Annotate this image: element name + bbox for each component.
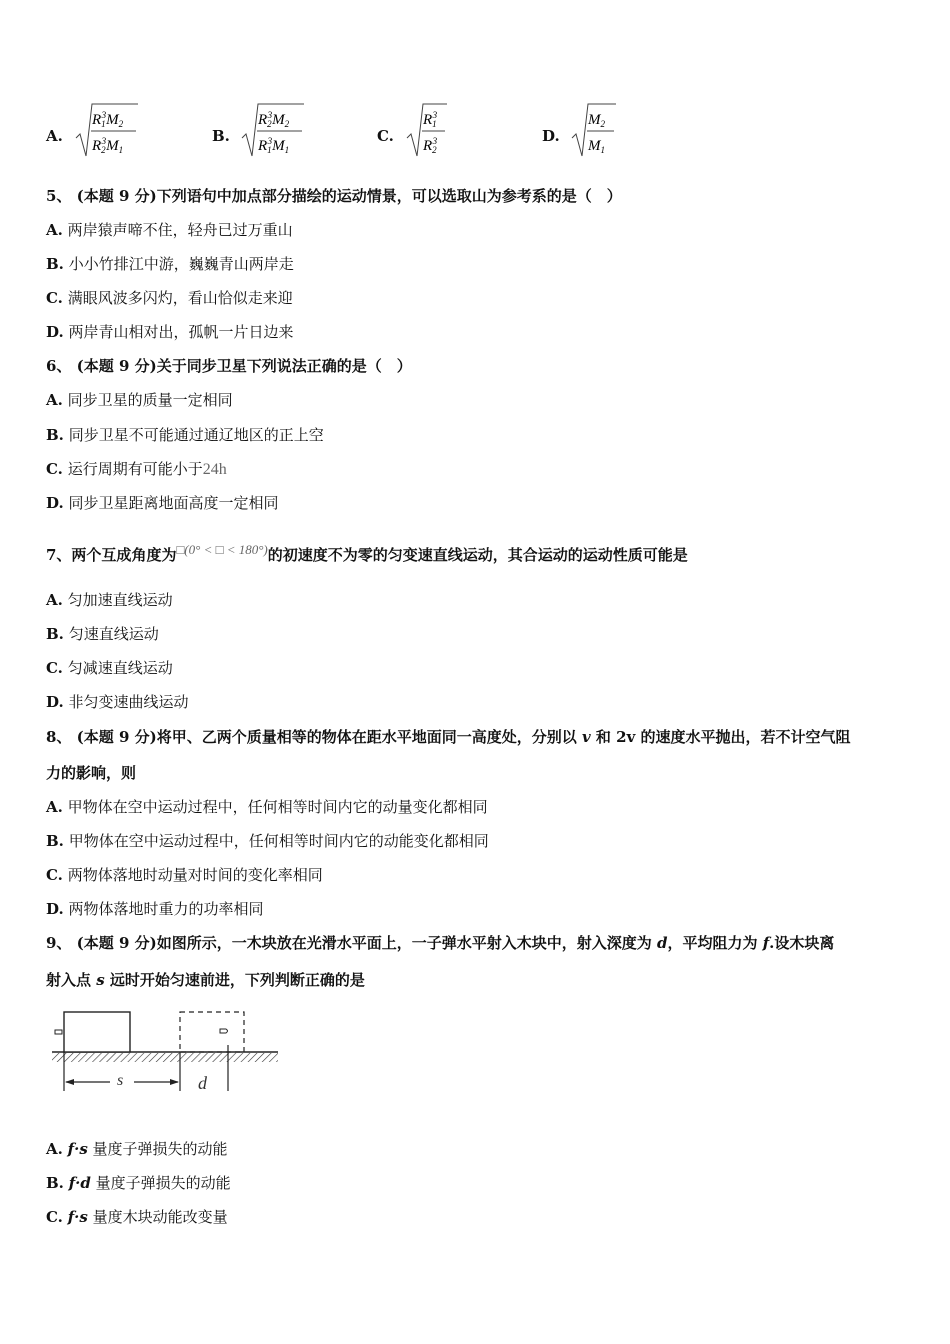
q8-stem-line2: 力的影响，则	[46, 764, 137, 782]
bullet-start	[55, 1030, 62, 1034]
angle-expression: □(0° < □ < 180°)	[176, 542, 268, 557]
q7-option-c[interactable]: C. 匀减速直线运动	[46, 659, 173, 677]
svg-text:R23: $R_23$	[423, 136, 438, 155]
option-label: B.	[212, 127, 230, 145]
label-d: d	[198, 1073, 207, 1093]
svg-text:R13M1: $R_13M_1$	[258, 136, 290, 155]
q9-option-b[interactable]: B. f·d 量度子弹损失的动能	[46, 1174, 231, 1192]
q5-stem: 5、 (本题 9 分)下列语句中加点部分描绘的运动情景，可以选取山为参考系的是（ ）	[46, 187, 622, 205]
q7-option-b[interactable]: B. 匀速直线运动	[46, 625, 159, 643]
q6-stem: 6、 (本题 9 分)关于同步卫星下列说法正确的是（ ）	[46, 357, 412, 375]
q9-option-c[interactable]: C. f·s 量度木块动能改变量	[46, 1208, 228, 1226]
q6-option-a[interactable]: A. 同步卫星的质量一定相同	[46, 391, 233, 409]
svg-text:M2: $M_2$	[588, 112, 605, 129]
radical-fraction	[568, 100, 648, 162]
q5-option-d[interactable]: D. 两岸青山相对出，孤帆一片日边来	[46, 323, 294, 341]
svg-text:R13: $R_13$	[423, 110, 438, 129]
q7-stem: 7、两个互成角度为□(0° < □ < 180°)的初速度不为零的匀变速直线运动，其合运动的运动性质可能是	[46, 542, 688, 564]
svg-text:R13M2: $R_13M_2$	[92, 110, 124, 129]
radical-fraction	[238, 100, 318, 162]
svg-text:R23M2: $R_23M_2$	[258, 110, 290, 129]
q6-option-d[interactable]: D. 同步卫星距离地面高度一定相同	[46, 494, 279, 512]
q8-option-c[interactable]: C. 两物体落地时动量对时间的变化率相同	[46, 866, 323, 884]
q6-option-b[interactable]: B. 同步卫星不可能通过通辽地区的正上空	[46, 426, 324, 444]
radical-fraction	[72, 100, 152, 162]
q7-option-a[interactable]: A. 匀加速直线运动	[46, 591, 173, 609]
option-label: A.	[46, 127, 63, 145]
block-bullet-figure	[50, 1005, 282, 1097]
block-initial	[64, 1012, 130, 1052]
option-label: C.	[377, 127, 394, 145]
q5-option-c[interactable]: C. 满眼风波多闪灼，看山恰似走来迎	[46, 289, 293, 307]
option-label: D.	[542, 127, 560, 145]
block-final	[180, 1012, 244, 1052]
q5-option-b[interactable]: B. 小小竹排江中游，巍巍青山两岸走	[46, 255, 294, 273]
q8-option-a[interactable]: A. 甲物体在空中运动过程中，任何相等时间内它的动量变化都相同	[46, 798, 488, 816]
q8-option-d[interactable]: D. 两物体落地时重力的功率相同	[46, 900, 264, 918]
label-s: s	[117, 1072, 124, 1089]
svg-text:R23M1: $R_23M_1$	[92, 136, 124, 155]
q9-stem-line1: 9、 (本题 9 分)如图所示，一木块放在光滑水平面上，一子弹水平射入木块中，射入深度为 d，平均阻力为 f.设木块离	[46, 934, 835, 952]
q6-option-c[interactable]: C. 运行周期有可能小于24h	[46, 460, 227, 478]
q9-stem-line2: 射入点 s 远时开始匀速前进，下列判断正确的是	[46, 971, 365, 989]
svg-text:M1: $M_1$	[588, 138, 605, 155]
q8-stem-line1: 8、 (本题 9 分)将甲、乙两个质量相等的物体在距水平地面同一高度处，分别以 v 和 2v 的速度水平抛出，若不计空气阻	[46, 728, 851, 746]
q5-option-a[interactable]: A. 两岸猿声啼不住，轻舟已过万重山	[46, 221, 293, 239]
q9-option-a[interactable]: A. f·s 量度子弹损失的动能	[46, 1140, 228, 1158]
bullet-embedded	[220, 1029, 228, 1033]
radical-fraction	[403, 100, 483, 162]
ground-hatch	[52, 1053, 278, 1062]
q8-option-b[interactable]: B. 甲物体在空中运动过程中，任何相等时间内它的动能变化都相同	[46, 832, 489, 850]
q7-option-d[interactable]: D. 非匀变速曲线运动	[46, 693, 189, 711]
q4-options	[46, 100, 686, 162]
